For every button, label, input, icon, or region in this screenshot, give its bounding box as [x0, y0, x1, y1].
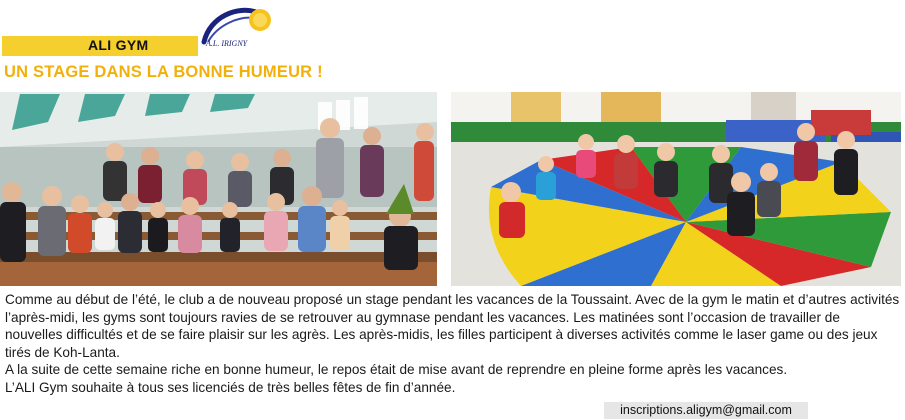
group-photo — [0, 92, 437, 286]
contact-email[interactable]: inscriptions.aligym@gmail.com — [604, 402, 808, 419]
article-paragraph: A la suite de cette semaine riche en bonne humeur, le repos était de mise avant de reprendre en pleine forme après les vacances. — [5, 362, 788, 378]
article-headline: UN STAGE DANS LA BONNE HUMEUR ! — [4, 63, 323, 81]
article-paragraph: L’ALI Gym souhaite à tous ses licenciés de très belles fêtes de fin d’année. — [5, 379, 456, 395]
section-label: ALI GYM — [88, 37, 149, 53]
logo-text: A.L. IRIGNY — [206, 39, 248, 48]
article-paragraph: Comme au début de l’été, le club a de nouveau proposé un stage pendant les vacances de la Toussaint. Avec de la gym le matin et d’autres activités l’après-midi, les gyms sont toujours ravies de se retrouver au gymnase pendant les vacances. Les matinées sont l’occasion de travailler de nouvelles difficultés et de se faire plaisir sur les agrès. Les après-midis, les filles participent à diverses activités comme le laser game ou des jeux tirés de Koh-Lanta. — [5, 292, 900, 360]
article-body — [5, 291, 901, 397]
parachute-photo — [451, 92, 901, 286]
